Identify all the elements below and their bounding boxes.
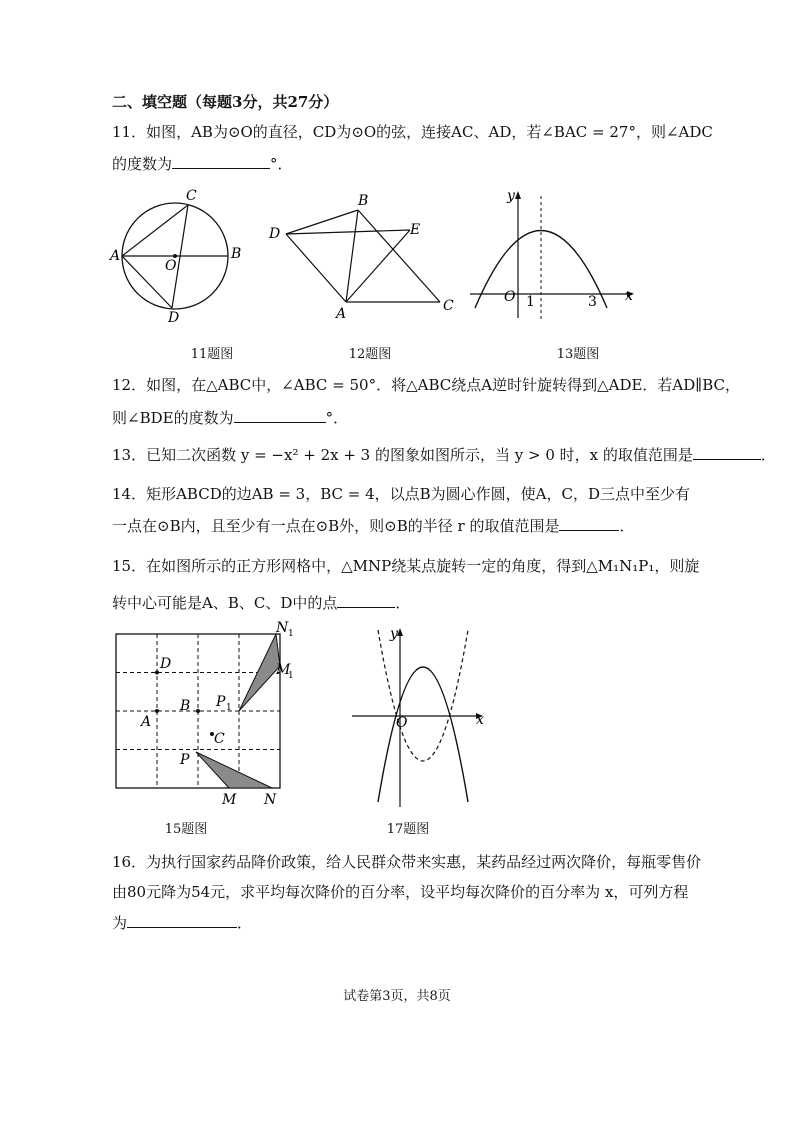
- q13-answer-blank[interactable]: [693, 445, 761, 460]
- q12-prefix: 则∠BDE的度数为: [112, 409, 234, 427]
- fig11-label-d: D: [168, 310, 180, 326]
- fig12-label-c: C: [443, 298, 454, 314]
- fig13-label-y: y: [507, 188, 515, 204]
- fig12-label-e: E: [410, 222, 421, 238]
- q16-line3: [112, 913, 252, 933]
- q13-line: [112, 445, 776, 465]
- fig15-label-m: M: [222, 792, 237, 808]
- figure-17: [350, 622, 490, 816]
- fig12-label-d: D: [269, 226, 281, 242]
- fig13-label-3: 3: [588, 294, 597, 310]
- fig13-label-1: 1: [526, 294, 535, 310]
- q15-suffix: ．: [395, 594, 411, 612]
- q16-line1: 16．为执行国家药品降价政策，给人民群众带来实惠，某药品经过两次降价，每瓶零售价: [112, 853, 702, 871]
- q14-line1: 14．矩形ABCD的边AB = 3，BC = 4，以点B为圆心作圆，使A，C，D三点中至少有: [112, 485, 691, 503]
- fig12-label-b: B: [358, 193, 369, 209]
- q15-prefix: 转中心可能是A、B、C、D中的点: [112, 594, 338, 612]
- q15-line2: [112, 593, 410, 613]
- fig15-sub-n1: 1: [288, 629, 294, 639]
- fig11-caption: 11题图: [190, 347, 234, 362]
- q11-prefix: 的度数为: [112, 155, 173, 173]
- q14-line2: [112, 516, 635, 536]
- q16-answer-blank[interactable]: [127, 913, 237, 928]
- fig13-label-o: O: [504, 289, 516, 305]
- fig15-label-d: D: [160, 656, 172, 672]
- q11-suffix: °．: [270, 155, 293, 173]
- q14-answer-blank[interactable]: [559, 516, 619, 531]
- q12-line1: 12．如图，在△ABC中，∠ABC = 50°．将△ABC绕点A逆时针旋转得到△ADE．若AD∥BC，: [112, 376, 740, 394]
- fig13-caption: 13题图: [556, 347, 600, 362]
- fig11-label-b: B: [231, 246, 242, 262]
- q13-prefix: 13．已知二次函数 y = −x² + 2x + 3 的图象如图所示，当 y > 0 时，x 的取值范围是: [112, 446, 693, 464]
- fig17-label-o: O: [396, 715, 408, 731]
- fig15-label-p: P: [180, 752, 190, 768]
- q14-suffix: ．: [619, 517, 635, 535]
- fig11-label-o: O: [165, 258, 177, 274]
- q14-prefix: 一点在⊙B内，且至少有一点在⊙B外，则⊙B的半径 r 的取值范围是: [112, 517, 560, 535]
- q12-suffix: °．: [325, 409, 349, 427]
- fig15-caption: 15题图: [164, 822, 208, 837]
- q11-line1: 11．如图，AB为⊙O的直径，CD为⊙O的弦，连接AC、AD，若∠BAC = 27°，则∠ADC: [112, 123, 713, 141]
- figure-11: [110, 188, 250, 332]
- fig17-label-x: x: [476, 712, 484, 728]
- fig15-label-c: C: [214, 731, 225, 747]
- figure-13: [470, 188, 640, 332]
- q11-answer-blank[interactable]: [172, 154, 270, 169]
- page-footer: 试卷第3页，共8页: [343, 989, 451, 1004]
- fig15-label-n: N: [264, 792, 277, 808]
- fig15-sub-m1: 1: [288, 671, 294, 681]
- q15-answer-blank[interactable]: [337, 593, 395, 608]
- fig15-sub-p1: 1: [226, 703, 232, 713]
- fig13-label-x: x: [625, 288, 633, 304]
- fig12-label-a: A: [336, 306, 347, 322]
- fig15-label-b: B: [180, 698, 191, 714]
- q16-suffix: ．: [237, 914, 253, 932]
- q11-line2: [112, 154, 293, 174]
- fig15-label-n1: N: [276, 620, 289, 636]
- fig15-label-p1: P: [216, 694, 226, 710]
- fig17-label-y: y: [390, 626, 398, 642]
- q12-line2: [112, 408, 348, 428]
- fig11-label-a: A: [110, 248, 121, 264]
- fig15-label-m1: M: [276, 662, 291, 678]
- q16-line2: 由80元降为54元，求平均每次降价的百分率，设平均每次降价的百分率为 x，可列方程: [112, 883, 689, 901]
- q13-suffix: ．: [760, 446, 776, 464]
- fig15-label-a: A: [141, 714, 152, 730]
- figure-15: [108, 618, 308, 818]
- fig17-caption: 17题图: [386, 822, 430, 837]
- fig12-caption: 12题图: [348, 347, 392, 362]
- figure-12: [266, 190, 466, 324]
- section-heading: 二、填空题（每题3分，共27分）: [112, 93, 339, 111]
- fig11-label-c: C: [186, 188, 197, 204]
- q12-answer-blank[interactable]: [234, 408, 326, 423]
- q16-prefix: 为: [112, 914, 128, 932]
- q15-line1: 15．在如图所示的正方形网格中，△MNP绕某点旋转一定的角度，得到△M₁N₁P₁，则旋: [112, 557, 700, 575]
